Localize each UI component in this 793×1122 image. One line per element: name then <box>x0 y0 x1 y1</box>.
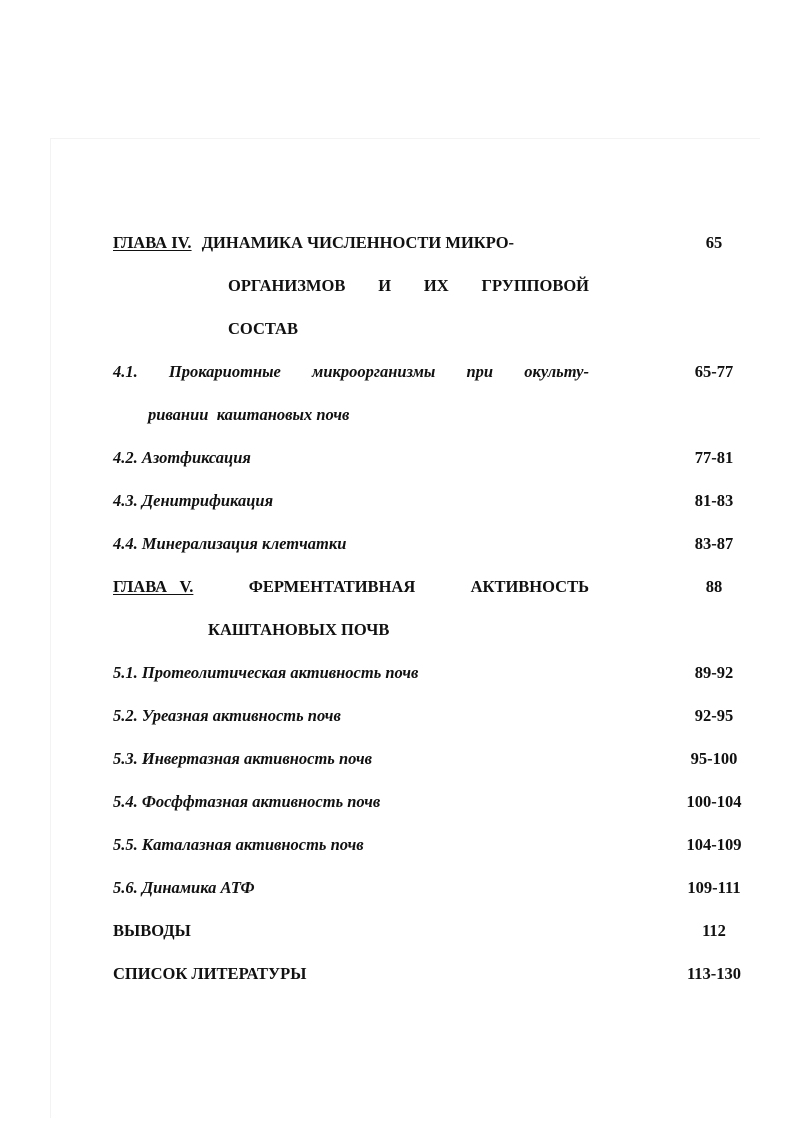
title-word: ОРГАНИЗМОВ <box>228 276 346 295</box>
toc-entry-5-3: 5.3. Инвертазная активность почв <box>113 749 372 768</box>
page-number: 112 <box>702 921 726 940</box>
title-word: ФЕРМЕНТАТИВНАЯ <box>248 577 416 596</box>
toc-entry-4-2: 4.2. Азотфиксация <box>113 448 251 467</box>
page-number: 104-109 <box>686 835 742 854</box>
toc-entry-references: СПИСОК ЛИТЕРАТУРЫ <box>113 964 307 983</box>
scan-edge-left <box>50 138 51 1118</box>
entry-word: при <box>466 362 494 381</box>
toc-entry-4-4: 4.4. Минерализация клетчатки <box>113 534 347 553</box>
page-number: 88 <box>705 577 723 596</box>
title-word: ГРУППОВОЙ <box>481 276 589 295</box>
page-number: 100-104 <box>686 792 742 811</box>
toc-entry-ch5 <box>113 577 589 597</box>
page-number: 95-100 <box>690 749 738 768</box>
page-number: 65 <box>705 233 723 252</box>
chapter-label: ГЛАВА IV. <box>113 233 192 252</box>
page-number: 113-130 <box>686 964 742 983</box>
entry-title-line: ривании каштановых почв <box>148 405 350 424</box>
toc-entry-ch4 <box>113 233 514 253</box>
entry-word: окульту- <box>524 362 589 381</box>
title-word: АКТИВНОСТЬ <box>470 577 589 596</box>
toc-entry-5-6: 5.6. Динамика АТФ <box>113 878 255 897</box>
chapter-title-line: ДИНАМИКА ЧИСЛЕННОСТИ МИКРО- <box>201 233 515 252</box>
entry-word: микроорганизмы <box>312 362 436 381</box>
chapter-label: ГЛАВА V. <box>113 577 194 596</box>
page-number: 109-111 <box>687 878 741 897</box>
toc-entry-5-5: 5.5. Каталазная активность почв <box>113 835 364 854</box>
chapter-title-line <box>228 276 589 296</box>
toc-entry-conclusions: ВЫВОДЫ <box>113 921 191 940</box>
page-number: 83-87 <box>694 534 734 553</box>
page-number: 89-92 <box>694 663 734 682</box>
title-word: ИХ <box>423 276 449 295</box>
title-word: И <box>378 276 392 295</box>
chapter-title-line: КАШТАНОВЫХ ПОЧВ <box>208 620 390 639</box>
page-number: 81-83 <box>694 491 734 510</box>
entry-word: 4.1. <box>113 362 138 381</box>
toc-entry-4-3: 4.3. Денитрификация <box>113 491 274 510</box>
toc-entry-5-4: 5.4. Фосффтазная активность почв <box>113 792 381 811</box>
scan-edge-top <box>50 138 760 139</box>
toc-entry-4-1 <box>113 362 589 382</box>
page-number: 92-95 <box>694 706 734 725</box>
chapter-title-line: СОСТАВ <box>228 319 298 338</box>
page-number: 77-81 <box>694 448 734 467</box>
toc-entry-5-2: 5.2. Уреазная активность почв <box>113 706 341 725</box>
toc-entry-5-1: 5.1. Протеолитическая активность почв <box>113 663 419 682</box>
page-number: 65-77 <box>694 362 734 381</box>
entry-word: Прокариотные <box>168 362 281 381</box>
